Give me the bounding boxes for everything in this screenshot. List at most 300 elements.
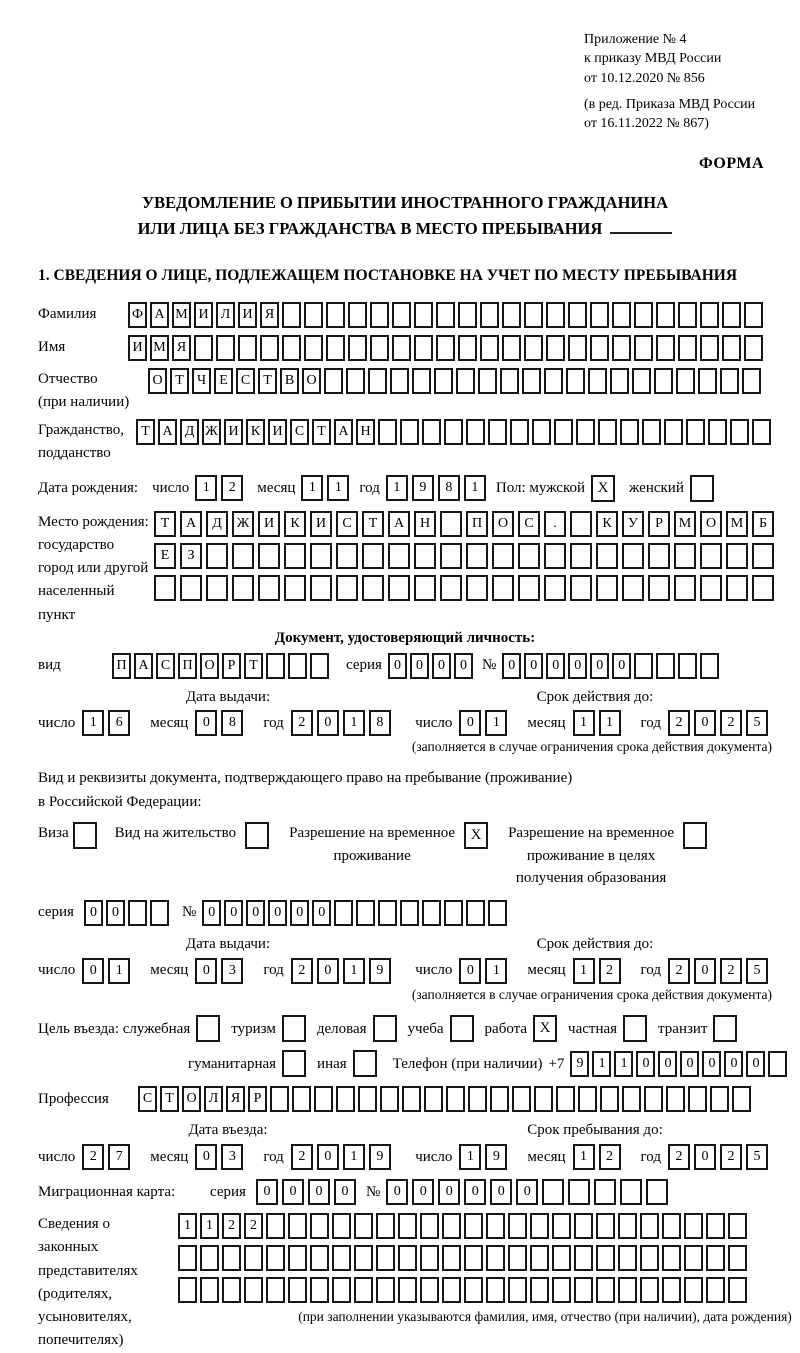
char-cell[interactable]: 1 [614,1051,633,1077]
char-cell[interactable] [568,335,587,361]
tourism-checkbox[interactable] [282,1015,306,1042]
char-cell[interactable]: П [178,653,197,679]
char-cell[interactable] [356,900,375,926]
work-checkbox[interactable]: X [533,1015,557,1042]
char-cell[interactable] [310,543,332,569]
char-cell[interactable] [768,1051,787,1077]
char-cell[interactable] [574,1277,593,1303]
char-cell[interactable] [674,543,696,569]
char-cell[interactable] [502,302,521,328]
char-cell[interactable] [620,419,639,445]
char-cell[interactable]: Т [362,511,384,537]
char-cell[interactable] [512,1086,531,1112]
char-cell[interactable] [546,302,565,328]
char-cell[interactable] [542,1179,564,1205]
char-cell[interactable] [568,302,587,328]
char-cell[interactable] [752,419,771,445]
char-cell[interactable]: 0 [658,1051,677,1077]
business-checkbox[interactable] [373,1015,397,1042]
char-cell[interactable]: 1 [301,475,323,501]
char-cell[interactable] [700,575,722,601]
char-cell[interactable]: Н [414,511,436,537]
char-cell[interactable] [178,1245,197,1271]
char-cell[interactable]: П [112,653,131,679]
char-cell[interactable] [378,419,397,445]
char-cell[interactable] [518,575,540,601]
char-cell[interactable]: Р [222,653,241,679]
char-cell[interactable] [744,302,763,328]
char-cell[interactable] [206,543,228,569]
char-cell[interactable] [434,368,453,394]
char-cell[interactable] [640,1245,659,1271]
char-cell[interactable]: 0 [568,653,587,679]
char-cell[interactable] [728,1213,747,1239]
char-cell[interactable] [590,335,609,361]
char-cell[interactable] [270,1086,289,1112]
char-cell[interactable]: 1 [178,1213,197,1239]
char-cell[interactable] [370,335,389,361]
char-cell[interactable] [688,1086,707,1112]
char-cell[interactable] [596,1277,615,1303]
char-cell[interactable] [284,575,306,601]
char-cell[interactable] [480,335,499,361]
char-cell[interactable] [310,653,329,679]
char-cell[interactable] [414,575,436,601]
char-cell[interactable] [722,335,741,361]
char-cell[interactable] [392,302,411,328]
char-cell[interactable] [678,335,697,361]
char-cell[interactable] [440,543,462,569]
char-cell[interactable]: 0 [502,653,521,679]
char-cell[interactable]: 0 [268,900,287,926]
char-cell[interactable] [478,368,497,394]
char-cell[interactable] [420,1245,439,1271]
char-cell[interactable] [414,543,436,569]
char-cell[interactable]: 0 [282,1179,304,1205]
char-cell[interactable]: 0 [746,1051,765,1077]
char-cell[interactable]: 0 [490,1179,512,1205]
char-cell[interactable] [656,302,675,328]
char-cell[interactable] [530,1213,549,1239]
char-cell[interactable]: 0 [308,1179,330,1205]
char-cell[interactable] [706,1277,725,1303]
official-checkbox[interactable] [196,1015,220,1042]
char-cell[interactable] [346,368,365,394]
char-cell[interactable] [730,419,749,445]
char-cell[interactable] [640,1277,659,1303]
char-cell[interactable]: У [622,511,644,537]
char-cell[interactable] [304,302,323,328]
char-cell[interactable] [664,419,683,445]
char-cell[interactable] [640,1213,659,1239]
char-cell[interactable]: 0 [290,900,309,926]
char-cell[interactable] [686,419,705,445]
char-cell[interactable] [310,1277,329,1303]
char-cell[interactable] [618,1245,637,1271]
char-cell[interactable]: Е [154,543,176,569]
char-cell[interactable] [414,302,433,328]
char-cell[interactable]: О [302,368,321,394]
char-cell[interactable]: 0 [516,1179,538,1205]
char-cell[interactable] [610,368,629,394]
char-cell[interactable] [678,653,697,679]
char-cell[interactable] [532,419,551,445]
char-cell[interactable]: 9 [570,1051,589,1077]
char-cell[interactable] [440,575,462,601]
char-cell[interactable]: А [388,511,410,537]
char-cell[interactable] [200,1277,219,1303]
char-cell[interactable]: 0 [82,958,104,984]
char-cell[interactable] [310,1245,329,1271]
char-cell[interactable] [288,1277,307,1303]
char-cell[interactable] [260,335,279,361]
char-cell[interactable]: В [280,368,299,394]
char-cell[interactable] [678,302,697,328]
char-cell[interactable]: 0 [317,958,339,984]
char-cell[interactable]: И [128,335,147,361]
char-cell[interactable]: Т [312,419,331,445]
char-cell[interactable] [612,335,631,361]
char-cell[interactable] [150,900,169,926]
char-cell[interactable] [594,1179,616,1205]
char-cell[interactable] [326,335,345,361]
char-cell[interactable] [646,1179,668,1205]
rvp-checkbox[interactable]: X [464,822,488,849]
char-cell[interactable] [436,335,455,361]
char-cell[interactable] [398,1213,417,1239]
char-cell[interactable] [458,335,477,361]
char-cell[interactable]: 0 [386,1179,408,1205]
char-cell[interactable]: 0 [702,1051,721,1077]
char-cell[interactable]: 0 [459,958,481,984]
char-cell[interactable]: 0 [246,900,265,926]
char-cell[interactable] [266,653,285,679]
char-cell[interactable]: 0 [334,1179,356,1205]
char-cell[interactable] [282,302,301,328]
char-cell[interactable]: 2 [291,710,313,736]
char-cell[interactable]: Н [356,419,375,445]
char-cell[interactable] [336,1086,355,1112]
char-cell[interactable] [358,1086,377,1112]
char-cell[interactable] [510,419,529,445]
char-cell[interactable]: А [150,302,169,328]
char-cell[interactable]: Д [180,419,199,445]
char-cell[interactable]: Л [204,1086,223,1112]
char-cell[interactable] [674,575,696,601]
char-cell[interactable] [336,575,358,601]
char-cell[interactable]: Д [206,511,228,537]
char-cell[interactable] [556,1086,575,1112]
char-cell[interactable]: 9 [412,475,434,501]
char-cell[interactable] [154,575,176,601]
char-cell[interactable] [554,419,573,445]
char-cell[interactable] [656,335,675,361]
char-cell[interactable] [574,1213,593,1239]
char-cell[interactable]: 0 [680,1051,699,1077]
char-cell[interactable]: 2 [599,958,621,984]
char-cell[interactable] [508,1213,527,1239]
char-cell[interactable] [488,900,507,926]
char-cell[interactable] [232,543,254,569]
char-cell[interactable] [492,575,514,601]
char-cell[interactable] [244,1277,263,1303]
char-cell[interactable]: А [134,653,153,679]
char-cell[interactable] [486,1213,505,1239]
char-cell[interactable] [620,1179,642,1205]
visa-checkbox[interactable] [73,822,97,849]
char-cell[interactable] [222,1277,241,1303]
char-cell[interactable]: Я [260,302,279,328]
char-cell[interactable]: 2 [222,1213,241,1239]
char-cell[interactable] [570,575,592,601]
char-cell[interactable] [402,1086,421,1112]
char-cell[interactable]: 9 [369,1144,391,1170]
char-cell[interactable]: М [150,335,169,361]
char-cell[interactable] [656,653,675,679]
char-cell[interactable]: С [336,511,358,537]
char-cell[interactable]: А [180,511,202,537]
char-cell[interactable] [392,335,411,361]
char-cell[interactable]: 1 [343,710,365,736]
char-cell[interactable]: 1 [573,710,595,736]
char-cell[interactable]: 2 [668,710,690,736]
char-cell[interactable] [288,1213,307,1239]
char-cell[interactable]: 2 [291,958,313,984]
char-cell[interactable] [596,543,618,569]
char-cell[interactable] [398,1245,417,1271]
char-cell[interactable] [486,1245,505,1271]
char-cell[interactable]: С [236,368,255,394]
char-cell[interactable] [596,1245,615,1271]
char-cell[interactable] [634,335,653,361]
study-checkbox[interactable] [450,1015,474,1042]
char-cell[interactable] [266,1245,285,1271]
char-cell[interactable]: Ч [192,368,211,394]
char-cell[interactable] [456,368,475,394]
char-cell[interactable] [596,575,618,601]
char-cell[interactable] [710,1086,729,1112]
char-cell[interactable] [676,368,695,394]
char-cell[interactable] [618,1277,637,1303]
char-cell[interactable] [544,575,566,601]
char-cell[interactable] [488,419,507,445]
char-cell[interactable] [700,335,719,361]
char-cell[interactable]: О [492,511,514,537]
char-cell[interactable] [644,1086,663,1112]
char-cell[interactable] [370,302,389,328]
char-cell[interactable] [684,1277,703,1303]
char-cell[interactable]: 9 [369,958,391,984]
char-cell[interactable] [324,368,343,394]
char-cell[interactable] [362,543,384,569]
char-cell[interactable] [654,368,673,394]
char-cell[interactable] [508,1245,527,1271]
char-cell[interactable] [480,302,499,328]
char-cell[interactable] [570,511,592,537]
char-cell[interactable] [238,335,257,361]
char-cell[interactable] [466,543,488,569]
char-cell[interactable]: 5 [746,1144,768,1170]
char-cell[interactable]: 0 [317,1144,339,1170]
char-cell[interactable] [442,1277,461,1303]
char-cell[interactable] [458,302,477,328]
char-cell[interactable] [376,1213,395,1239]
char-cell[interactable]: М [674,511,696,537]
char-cell[interactable]: О [148,368,167,394]
char-cell[interactable]: 7 [108,1144,130,1170]
char-cell[interactable] [598,419,617,445]
char-cell[interactable]: 1 [343,1144,365,1170]
char-cell[interactable] [544,543,566,569]
char-cell[interactable] [466,900,485,926]
char-cell[interactable] [388,575,410,601]
char-cell[interactable]: С [156,653,175,679]
char-cell[interactable] [354,1245,373,1271]
char-cell[interactable]: . [544,511,566,537]
char-cell[interactable] [258,575,280,601]
char-cell[interactable]: 0 [106,900,125,926]
char-cell[interactable] [742,368,761,394]
residence-permit-checkbox[interactable] [245,822,269,849]
char-cell[interactable]: 2 [668,958,690,984]
char-cell[interactable]: Ж [232,511,254,537]
char-cell[interactable]: Ф [128,302,147,328]
char-cell[interactable]: 1 [459,1144,481,1170]
char-cell[interactable]: 0 [412,1179,434,1205]
char-cell[interactable] [180,575,202,601]
char-cell[interactable] [634,302,653,328]
char-cell[interactable] [414,335,433,361]
char-cell[interactable]: 0 [590,653,609,679]
char-cell[interactable] [728,1245,747,1271]
char-cell[interactable] [466,575,488,601]
humanitarian-checkbox[interactable] [282,1050,306,1077]
char-cell[interactable] [284,543,306,569]
char-cell[interactable] [440,511,462,537]
char-cell[interactable] [552,1277,571,1303]
char-cell[interactable]: И [224,419,243,445]
char-cell[interactable]: 1 [485,710,507,736]
char-cell[interactable] [684,1245,703,1271]
char-cell[interactable] [642,419,661,445]
char-cell[interactable] [436,302,455,328]
char-cell[interactable] [464,1213,483,1239]
char-cell[interactable]: 1 [573,958,595,984]
char-cell[interactable]: 0 [195,710,217,736]
char-cell[interactable] [490,1086,509,1112]
char-cell[interactable] [388,543,410,569]
char-cell[interactable] [726,575,748,601]
char-cell[interactable] [232,575,254,601]
char-cell[interactable] [502,335,521,361]
other-checkbox[interactable] [353,1050,377,1077]
char-cell[interactable] [292,1086,311,1112]
char-cell[interactable] [622,1086,641,1112]
char-cell[interactable] [622,543,644,569]
char-cell[interactable] [544,368,563,394]
char-cell[interactable]: 9 [485,1144,507,1170]
char-cell[interactable] [422,900,441,926]
char-cell[interactable] [566,368,585,394]
char-cell[interactable]: 0 [312,900,331,926]
char-cell[interactable]: 2 [599,1144,621,1170]
char-cell[interactable]: 1 [485,958,507,984]
char-cell[interactable] [530,1245,549,1271]
char-cell[interactable]: 2 [291,1144,313,1170]
char-cell[interactable]: 5 [746,710,768,736]
char-cell[interactable]: 0 [317,710,339,736]
char-cell[interactable]: О [182,1086,201,1112]
char-cell[interactable]: Т [258,368,277,394]
char-cell[interactable]: 2 [221,475,243,501]
char-cell[interactable] [398,1277,417,1303]
char-cell[interactable]: 0 [524,653,543,679]
char-cell[interactable] [380,1086,399,1112]
char-cell[interactable]: 0 [256,1179,278,1205]
char-cell[interactable] [466,419,485,445]
char-cell[interactable]: З [180,543,202,569]
char-cell[interactable]: К [596,511,618,537]
char-cell[interactable] [648,543,670,569]
char-cell[interactable] [576,419,595,445]
char-cell[interactable]: 0 [694,958,716,984]
char-cell[interactable] [216,335,235,361]
char-cell[interactable]: 5 [746,958,768,984]
char-cell[interactable]: Е [214,368,233,394]
sex-female-checkbox[interactable] [690,475,714,502]
char-cell[interactable]: С [518,511,540,537]
char-cell[interactable] [708,419,727,445]
char-cell[interactable]: 2 [720,710,742,736]
char-cell[interactable]: С [290,419,309,445]
char-cell[interactable] [622,575,644,601]
char-cell[interactable]: 0 [195,1144,217,1170]
char-cell[interactable] [684,1213,703,1239]
char-cell[interactable] [444,900,463,926]
char-cell[interactable]: 6 [108,710,130,736]
char-cell[interactable] [334,900,353,926]
char-cell[interactable] [444,419,463,445]
char-cell[interactable] [128,900,147,926]
char-cell[interactable] [752,543,774,569]
char-cell[interactable] [600,1086,619,1112]
char-cell[interactable]: Л [216,302,235,328]
char-cell[interactable] [178,1277,197,1303]
char-cell[interactable] [378,900,397,926]
char-cell[interactable] [348,335,367,361]
char-cell[interactable] [400,419,419,445]
char-cell[interactable] [314,1086,333,1112]
char-cell[interactable]: 1 [200,1213,219,1239]
char-cell[interactable]: Я [172,335,191,361]
char-cell[interactable]: С [138,1086,157,1112]
char-cell[interactable] [332,1245,351,1271]
char-cell[interactable] [552,1213,571,1239]
char-cell[interactable] [422,419,441,445]
char-cell[interactable]: 0 [195,958,217,984]
char-cell[interactable]: 1 [108,958,130,984]
char-cell[interactable] [662,1213,681,1239]
char-cell[interactable] [376,1245,395,1271]
char-cell[interactable] [744,335,763,361]
char-cell[interactable] [570,543,592,569]
char-cell[interactable] [666,1086,685,1112]
char-cell[interactable] [464,1245,483,1271]
char-cell[interactable] [266,1277,285,1303]
char-cell[interactable] [206,575,228,601]
char-cell[interactable]: 0 [432,653,451,679]
char-cell[interactable] [728,1277,747,1303]
